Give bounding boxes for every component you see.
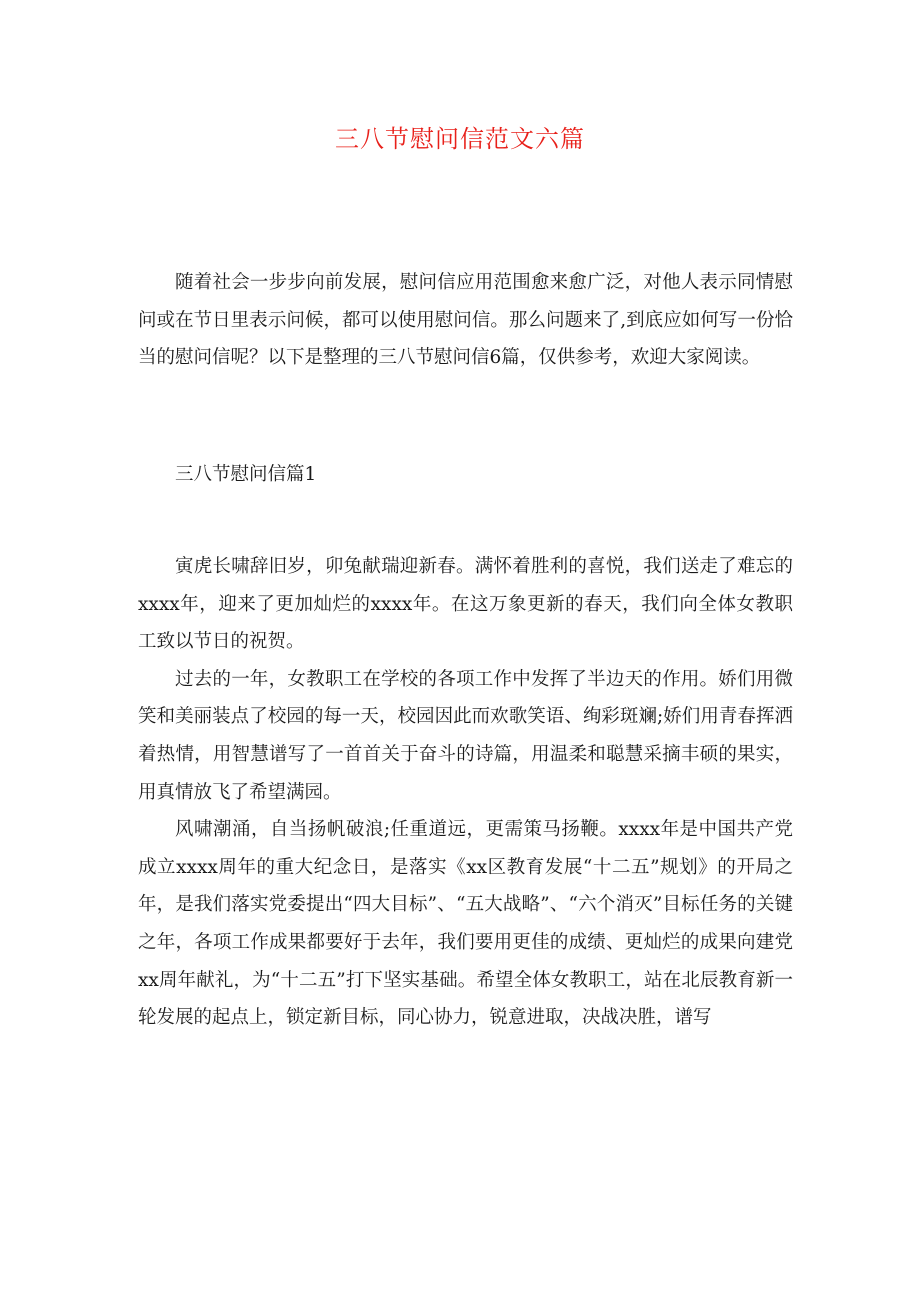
intro-section xyxy=(138,264,793,377)
section-heading: 三八节慰问信篇1 xyxy=(175,464,317,485)
intro-paragraph: 随着社会一步步向前发展，慰问信应用范围愈来愈广泛，对他人表示同情慰问或在节日里表示问候，都可以使用慰问信。那么问题来了,到底应如何写一份恰当的慰问信呢？以下是整理的三八节慰问信6篇，仅供参考，欢迎大家阅读。 xyxy=(138,272,793,369)
body-paragraph-1: 寅虎长啸辞旧岁，卯兔献瑞迎新春。满怀着胜利的喜悦，我们送走了难忘的xxxx年，迎来了更加灿烂的xxxx年。在这万象更新的春天，我们向全体女教职工致以节日的祝贺。 xyxy=(138,556,793,653)
letter-body xyxy=(138,548,793,1037)
body-paragraph-2: 过去的一年，女教职工在学校的各项工作中发挥了半边天的作用。娇们用微笑和美丽装点了校园的每一天，校园因此而欢歌笑语、绚彩斑斓;娇们用青春挥洒着热情，用智慧谱写了一首首关于奋斗的诗篇，用温柔和聪慧采摘丰硕的果实，用真情放飞了希望满园。 xyxy=(138,668,793,803)
body-paragraph-3: 风啸潮涌，自当扬帆破浪;任重道远，更需策马扬鞭。xxxx年是中国共产党成立xxxx周年的重大纪念日，是落实《xx区教育发展“十二五”规划》的开局之年，是我们落实党委提出“四大目标”、“五大战略”、“六个消灭”目标任务的关键之年，各项工作成果都要好于去年，我们要用更佳的成绩、更灿烂的成果向建党xx周年献礼，为“十二五”打下坚实基础。希望全体女教职工，站在北辰教育新一轮发展的起点上，锁定新目标，同心协力，锐意进取，决战决胜，谱写 xyxy=(138,819,793,1029)
document-title: 三八节慰问信范文六篇 xyxy=(335,125,585,153)
